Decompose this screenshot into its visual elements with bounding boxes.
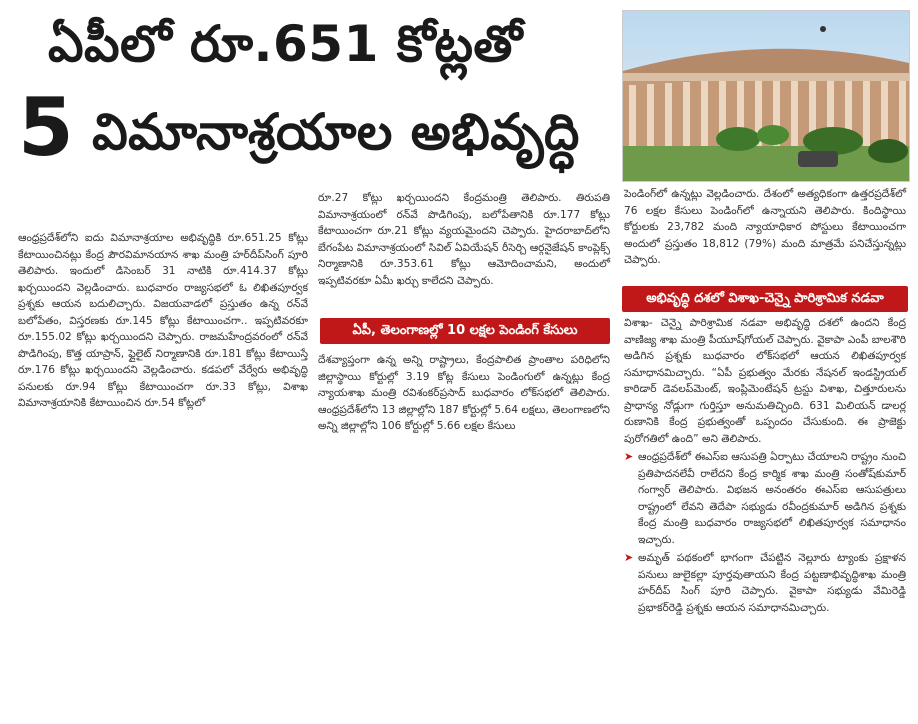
article1-column1 <box>18 230 308 412</box>
article2-body: దేశవ్యాప్తంగా ఉన్న అన్ని రాష్ట్రాలు, కేంద్రపాలిత ప్రాంతాల పరిధిలోని జిల్లాస్థాయి కోర్టుల్లో 3.19 కోట్ల కేసులు పెండింగులో ఉన్నట్లు కేంద్ర న్యాయశాఖ మంత్రి రవిశంకర్‌ప్రసాద్ బుధవారం లోక్‌సభలో తెలిపారు. ఆంధ్రప్రదేశ్‌లోని 13 జిల్లాల్లోని 187 కోర్టుల్లో 5.64 లక్షలు, తెలంగాణలోని అన్ని జిల్లాల్లోని 106 కోర్టుల్లో 5.66 లక్షల కేసులు <box>318 354 610 432</box>
article2-column <box>318 352 610 435</box>
article3-bullet-text: ఆంధ్రప్రదేశ్‌లో ఈఎస్‌ఐ ఆసుపత్రి ఏర్పాటు చేయాలని రాష్ట్రం నుంచి ప్రతిపాదనలేవీ రాలేదని కేంద్ర కార్మిక శాఖ మంత్రి సంతోష్‌కుమార్ గంగ్వార్ తెలిపారు. విభజన అనంతరం ఈఎస్‌ఐ ఆసుపత్రులు రాష్ట్రంలో లేవని తెదేపా సభ్యుడు రవీంద్రకుమార్ అడిగిన ప్రశ్నకు కేంద్ర మంత్రి బుధవారం రాజ్యసభలో లిఖితపూర్వక సమాధానం ఇచ్చారు. <box>638 451 906 546</box>
article3-body: విశాఖ- చెన్నై పారిశ్రామిక నడవా అభివృద్ధి దశలో ఉందని కేంద్ర వాణిజ్య శాఖ మంత్రి పీయూష్‌గోయల్ చెప్పారు. వైకాపా ఎంపీ బాలశౌరి అడిగిన ప్రశ్నకు బుధవారం లోక్‌సభలో ఆయన లిఖితపూర్వక సమాధానమిచ్చారు. “ఏపీ ప్రభుత్వం మేరకు నేషనల్ ఇండస్ట్రియల్ కారిడార్ డెవలప్‌మెంట్, ఇంప్లిమెంటేషన్ ట్రస్టు విశాఖ, చిత్తూరులను ప్రాధాన్య నోడ్లుగా గుర్తిస్తూ అనుమతిచ్చింది. 631 మిలియన్ డాలర్ల రుణానికి కేంద్ర ప్రభుత్వంతో ఒప్పందం చేసుకుంది. ఈ ప్రాజెక్టు పురోగతిలో ఉంది” అని తెలిపారు. <box>624 317 906 445</box>
article3-bullet-2 <box>624 550 906 616</box>
article2-continued-column <box>624 186 906 269</box>
article3-bullet-text: అమృత్ పథకంలో భాగంగా చేపట్టిన నెల్లూరు ట్యాంకు ప్రక్షాళన పనులు జులైకల్లా పూర్తవుతాయని కేంద్ర పట్టణాభివృద్ధిశాఖ మంత్రి హర్‌దీప్ సింగ్ పూరి చెప్పారు. వైకాపా సభ్యుడు వేమిరెడ్డి ప్రభాకర్‌రెడ్డి ప్రశ్నకు ఆయన సమాధానమిచ్చారు. <box>638 552 906 614</box>
headline-line-1: ఏపీలో రూ.651 కోట్లతో <box>48 15 523 73</box>
bullet-arrow-icon: ➤ <box>624 450 634 463</box>
headline-line-2 <box>18 81 608 174</box>
article3-column <box>624 315 906 616</box>
article3-heading: అభివృద్ధి దశలో విశాఖ-చెన్నై పారిశ్రామిక నడవా <box>622 286 908 312</box>
headline-number: 5 <box>18 81 75 174</box>
article2-continued-text: పెండింగ్‌లో ఉన్నట్లు వెల్లడించారు. దేశంలో అత్యధికంగా ఉత్తరప్రదేశ్‌లో 76 లక్షల కేసులు పెండింగ్‌లో ఉన్నాయని తెలిపారు. కిందిస్థాయి కోర్టులకు 23,782 మంది న్యాయాధికార పోస్టులు కేటాయించగా అందులో ప్రస్తుతం 18,812 (79%) మంది మాత్రమే పనిచేస్తున్నట్లు చెప్పారు. <box>624 188 906 266</box>
article1-text-part1: ఆంధ్రప్రదేశ్‌లోని ఐదు విమానాశ్రయాల అభివృద్ధికి రూ.651.25 కోట్లు కేటాయించినట్లు కేంద్ర పౌరవిమానయాన శాఖ మంత్రి హర్‌దీప్‌సింగ్ పూరి తెలిపారు. ఇందులో డిసెంబర్ 31 నాటికి రూ.414.37 కోట్లు ఖర్చయిందని వెల్లడించారు. బుధవారం రాజ్యసభలో ఓ లిఖితపూర్వక ప్రశ్నకు ఆయన బదులిచ్చారు. విజయవాడలో ప్రస్తుతం ఉన్న రన్‌వే బలోపేతం, విస్తరణకు రూ.145 కోట్లు కేటాయించగా.. ఇప్పటివరకూ రూ.155.02 కోట్లు ఖర్చయిందని చెప్పారు. రాజమహేంద్రవరంలో రన్‌వే పొడిగింపు, కొత్త యాప్రాన్, ఫ్లైలైట్ నిర్మాణానికి రూ.181 కోట్లు కేటాయిస్తే రూ.176 కోట్లు ఖర్చయిందని వెల్లడించారు. కడపలో వేర్వేరు అభివృద్ధి పనులకు రూ.94 కోట్లు కేటాయించగా రూ.33 కోట్లు, విశాఖ విమానాశ్రయానికి కేటాయించిన రూ.54 కోట్లలో <box>18 232 308 409</box>
article1-column2 <box>318 190 610 289</box>
article1-text-part2: రూ.27 కోట్లు ఖర్చయిందని కేంద్రమంత్రి తెలిపారు. తిరుపతి విమానాశ్రయంలో రన్‌వే పొడిగింపు, బలోపేతానికి రూ.177 కోట్లు కేటాయించగా రూ.21 కోట్లు వ్యయమైందని చెప్పారు. హైదరాబాద్‌లోని బేగంపేట విమానాశ్రయంలో సివిల్ ఏవియేషన్ రీసెర్చి ఆర్గనైజేషన్ కాంప్లెక్స్ నిర్మాణానికి రూ.353.61 కోట్లు ఆమోదించామని, అందులో ఇప్పటివరకూ ఏమీ ఖర్చు కాలేదని చెప్పారు. <box>318 192 610 287</box>
parliament-photo <box>622 10 910 182</box>
article3-bullet-1 <box>624 449 906 548</box>
article2-heading: ఏపీ, తెలంగాణల్లో 10 లక్షల పెండింగ్ కేసులు <box>320 318 610 344</box>
headline-text: విమానాశ్రయాల అభివృద్ధి <box>92 103 580 161</box>
bullet-arrow-icon: ➤ <box>624 551 634 564</box>
parliament-illustration <box>623 11 909 181</box>
